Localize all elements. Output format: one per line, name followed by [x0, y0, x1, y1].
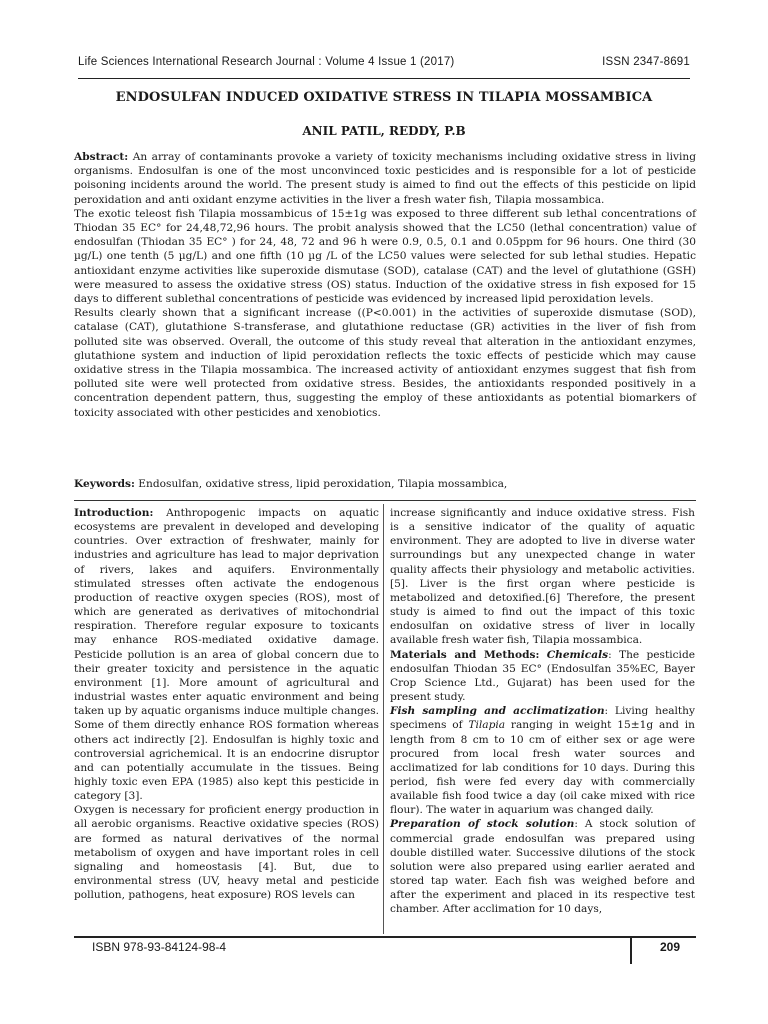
journal-name: Life Sciences International Research Journal : Volume 4 Issue 1 (2017)	[78, 56, 455, 68]
abstract	[74, 150, 696, 420]
tilapia-italic: Tilapia	[468, 719, 506, 732]
section-divider	[74, 500, 696, 501]
oxygen-paragraph: Oxygen is necessary for proficient energy production in all aerobic organisms. Reactive oxidative species (ROS) are formed as natural derivatives of the normal metabolism of oxygen and have important roles in cell signaling and homeostasis [4]. But, due to environmental stress (UV, heavy metal and pesticide pollution, pathogens, heat exposure) ROS levels can	[74, 804, 379, 902]
materials-label: Materials and Methods:	[390, 648, 540, 661]
keywords	[74, 477, 696, 491]
fish-sampling-label: Fish sampling and acclimatization	[390, 705, 605, 718]
intro-text: Anthropogenic impacts on aquatic ecosystems are prevalent in developed and developing countries. Over extraction of freshwater, mainly for industries and agriculture has lead to major deprivation of rivers, lakes and aquifers. Environmentally stimulated stresses often activate the endogenous production of reactive oxygen species (ROS), most of which are generated as derivatives of mitochondrial respiration. Therefore regular exposure to toxicants may enhance ROS-mediated oxidative damage. Pesticide pollution is an area of global concern due to their greater toxicity and persistence in the aquatic environment [1]. More amount of agricultural and industrial wastes enter aquatic environment and being taken up by aquatic organisms induce multiple changes. Some of them directly enhance ROS formation whereas others act indirectly [2]. Endosulfan is highly toxic and controversial agrichemical. It is an endocrine disruptor and can potentially accumulate in the tissues. Being highly toxic even EPA (1985) also kept this pesticide in category [3].	[74, 507, 379, 803]
footer-rule	[74, 936, 696, 938]
stock-solution-paragraph	[390, 817, 695, 916]
authors: ANIL PATIL, REDDY, P.B	[302, 124, 466, 138]
intro-paragraph	[74, 506, 379, 803]
abstract-label: Abstract:	[74, 151, 129, 163]
right-column	[390, 506, 695, 917]
abstract-p1	[74, 150, 696, 207]
materials-paragraph	[390, 648, 695, 705]
fish-sampling-text-b: ranging in weight 15±1g and in length from 8 cm to 10 cm of either sex or age were procured from local fresh water sources and acclimatized for lab conditions for 10 days. During this period, fish were fed every day with commercially available fish food twice a day (oil cake mixed with rice flour). The water in aquarium was changed daily.	[390, 719, 695, 817]
stock-solution-label: Preparation of stock solution	[390, 818, 575, 831]
page-number: 209	[660, 940, 681, 954]
issn: ISSN 2347-8691	[602, 56, 690, 68]
fish-sampling-text-a: : Living healthy specimens of	[390, 705, 695, 732]
abstract-p3: Results clearly shown that a significant increase ((P<0.001) in the activities of superoxide dismutase (SOD), catalase (CAT), glutathione S-transferase, and glutathione reductase (GR) activities in the liver of fish from polluted site was observed. Overall, the outcome of this study reveal that alteration in the antioxidant enzymes, glutathione system and induction of lipid peroxidation reflects the toxic effects of pesticide which may cause oxidative stress in the Tilapia mossambica. The increased activity of antioxidant enzymes suggest that fish from polluted site were well protected from oxidative stress. Besides, the antioxidants responded positively in a concentration dependent pattern, thus, suggesting the employ of these antioxidants as potential biomarkers of toxicity associated with other pesticides and xenobiotics.	[74, 307, 696, 419]
abstract-text-1: An array of contaminants provoke a variety of toxicity mechanisms including oxidative stress in living organisms. Endosulfan is one of the most unconvinced toxic pesticides and is responsible for a lot of pesticide poisoning incidents around the world. The present study is aimed to find out the effects of this pesticide on lipid peroxidation and anti oxidant enzyme activities in the liver a fresh water fish, Tilapia mossambica.	[74, 151, 696, 206]
left-column	[74, 506, 379, 902]
paper-title: ENDOSULFAN INDUCED OXIDATIVE STRESS IN TILAPIA MOSSAMBICA	[115, 90, 653, 105]
header-rule	[78, 78, 690, 79]
materials-text: : The pesticide endosulfan Thiodan 35 EC° (Endosulfan 35%EC, Bayer Crop Science Ltd., Gujarat) has been used for the present study.	[390, 648, 695, 704]
column-divider	[383, 504, 384, 934]
stock-solution-text: : A stock solution of commercial grade endosulfan was prepared using double distilled water. Successive dilutions of the stock solution were also prepared using earlier aerated and stored tap water. Each fish was weighed before and after the experiment and placed in its respective test chamber. After acclimation for 10 days,	[390, 818, 695, 916]
footer-isbn: ISBN 978-93-84124-98-4	[92, 940, 227, 954]
keywords-text: Endosulfan, oxidative stress, lipid peroxidation, Tilapia mossambica,	[134, 478, 508, 490]
abstract-p2: The exotic teleost fish Tilapia mossambicus of 15±1g was exposed to three different sub lethal concentrations of Thiodan 35 EC° for 24,48,72,96 hours. The probit analysis showed that the LC50 (lethal concentration) value of endosulfan (Thiodan 35 EC° ) for 24, 48, 72 and 96 h were 0.9, 0.5, 0.1 and 0.05ppm for 96 hours. One third (30 µg/L) one tenth (5 µg/L) and one fifth (10 µg /L of the LC50 values were selected for sub lethal studies. Hepatic antioxidant enzyme activities like superoxide dismutase (SOD), catalase (CAT) and the level of glutathione (GSH) were measured to assess the oxidative stress (OS) status. Induction of the oxidative stress in fish exposed for 15 days to different sublethal concentrations of pesticide was evidenced by increased lipid peroxidation levels.	[74, 207, 696, 306]
right-paragraph-1: increase significantly and induce oxidative stress. Fish is a sensitive indicator of the quality of aquatic environment. They are adopted to live in diverse water surroundings but any unexpected change in water quality affects their physiology and metabolic activities. [5]. Liver is the first organ where pesticide is metabolized and detoxified.[6] Therefore, the present study is aimed to find out the impact of this toxic endosulfan on oxidative stress of liver in locally available fresh water fish, Tilapia mossambica.	[390, 507, 695, 647]
chemicals-label: Chemicals	[546, 648, 609, 661]
running-header	[78, 56, 690, 72]
intro-label: Introduction:	[74, 507, 154, 519]
keywords-label: Keywords:	[74, 478, 135, 490]
footer-vertical-rule	[630, 936, 632, 964]
fish-sampling-paragraph	[390, 704, 695, 817]
